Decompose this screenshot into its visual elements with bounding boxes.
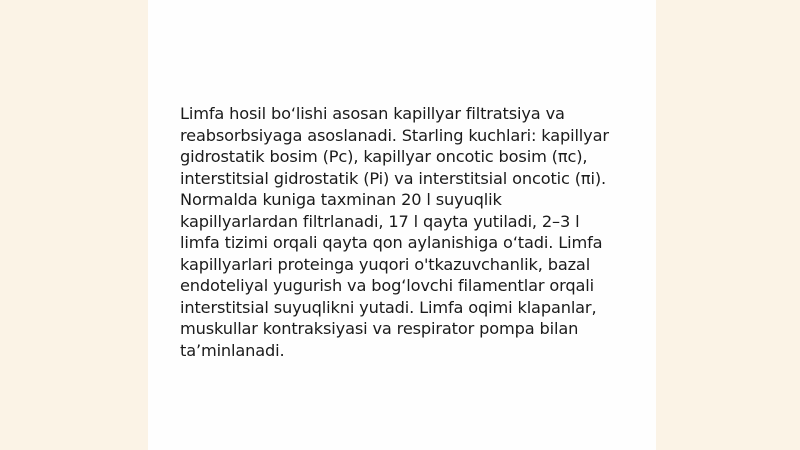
body-paragraph: Limfa hosil bo‘lishi asosan kapillyar filtratsiya va reabsorbsiyaga asoslanadi. Starling kuchlari: kapillyar gidrostatik bosim (Pc), kapillyar oncotic bosim (πc), interstitsial gidrostatik (Pi) va interstitsial oncotic (πi). Normalda kuniga taxminan 20 l suyuqlik kapillyarlardan filtrlanadi, 17 l qayta yutiladi, 2–3 l limfa tizimi orqali qayta qon aylanishiga o‘tadi. Limfa kapillyarlari proteinga yuqori o'tkazuvchanlik, bazal endoteliyal yugurish va bog‘lovchi filamentlar orqali interstitsial suyuqlikni yutadi. Limfa oqimi klapanlar, muskullar kontraksiyasi va respirator pompa bilan ta’minlanadi. xyxy=(180,104,609,360)
document-page xyxy=(148,0,656,450)
